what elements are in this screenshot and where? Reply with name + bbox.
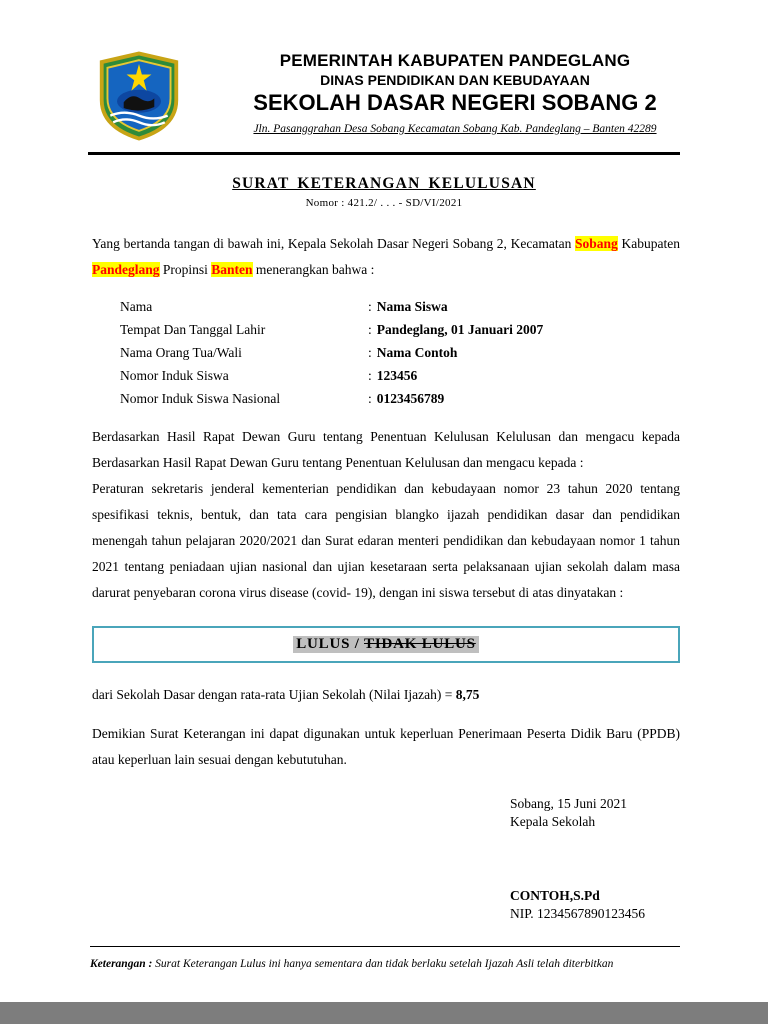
regulation-paragraph: Peraturan sekretaris jenderal kementerian pendidikan dan kebudayaan nomor 23 tahun 2020 tentang spesifikasi teknis, bentuk, dan tata cara pengisian blangko ijazah pendidikan dasar dan pendidikan menengah tahun pelajaran 2020/2021 dan Surat edaran menteri pendidikan dan kebudayaan nomor 1 tahun 2021 tentang peniadaan ujian nasional dan ujian kesetaraan serta pelaksanaan ujian sekolah dalam masa darurat penyebaran corona virus disease (covid- 19), dengan ini siswa tersebut di atas dinyatakan : [92,481,680,600]
school-address: Jln. Pasanggrahan Desa Sobang Kecamatan Sobang Kab. Pandeglang – Banten 42289 [253,123,657,135]
footnote-label: Keterangan : [90,958,153,970]
government-name: PEMERINTAH KABUPATEN PANDEGLANG [279,51,631,70]
closing-paragraph: Demikian Surat Keterangan ini dapat digunakan untuk keperluan Penerimaan Peserta Didik Baru (PPDB) atau keperluan lain sesuai dengan kebututuhan. [92,726,680,767]
footnote-text: Surat Keterangan Lulus ini hanya sementara dan tidak berlaku setelah Ijazah Asli telah diterbitkan [152,958,614,970]
intro-paragraph [92,231,680,283]
field-row-nisn [92,387,680,410]
school-name: SEKOLAH DASAR NEGERI SOBANG 2 [253,90,657,115]
field-colon: : [368,345,372,360]
highlight-propinsi: Banten [211,262,253,277]
letterhead [0,0,768,142]
field-row-nis [92,364,680,387]
field-value: Nama Contoh [376,345,458,360]
signature-role: Kepala Sekolah [510,814,596,829]
basis-paragraph: Berdasarkan Hasil Rapat Dewan Guru tentang Penentuan Kelulusan Kelulusan dan mengacu kepada Berdasarkan Hasil Rapat Dewan Guru tentang Penentuan Kelulusan dan mengacu kepada : [92,429,680,470]
document-title: SURAT KETERANGAN KELULUSAN [232,175,536,192]
pandeglang-crest-icon [96,50,182,142]
field-label: Tempat Dan Tanggal Lahir [120,322,266,337]
signature-place-date: Sobang, 15 Juni 2021 [510,796,628,811]
signature-nip: NIP. 1234567890123456 [510,906,646,921]
score-prefix: dari Sekolah Dasar dengan rata-rata Ujian Sekolah (Nilai Ijazah) = [92,687,456,702]
title-block [0,175,768,209]
field-label: Nama [120,299,153,314]
field-colon: : [368,368,372,383]
letterhead-text [182,50,728,135]
field-label: Nomor Induk Siswa Nasional [120,391,281,406]
student-fields [92,295,680,410]
field-value: Nama Siswa [376,299,448,314]
field-colon: : [368,391,372,406]
document-number: Nomor : 421.2/ . . . - SD/VI/2021 [305,197,463,209]
field-value: 123456 [376,368,418,383]
field-value: 0123456789 [376,391,445,406]
field-value: Pandeglang, 01 Januari 2007 [376,322,544,337]
field-label: Nomor Induk Siswa [120,368,229,383]
intro-text-4: menerangkan bahwa : [252,262,375,277]
field-colon: : [368,322,372,337]
result-pass: LULUS / [296,636,365,652]
intro-text-2: Kabupaten [617,236,680,251]
field-row-wali [92,341,680,364]
result-fail-struck: TIDAK LULUS [364,636,476,652]
school-crest-icon [96,50,182,142]
department-name: DINAS PENDIDIKAN DAN KEBUDAYAAN [320,72,590,88]
score-value: 8,75 [455,687,480,702]
field-row-ttl [92,318,680,341]
footnote [90,946,680,970]
signature-block [510,795,680,923]
field-colon: : [368,299,372,314]
signature-name: CONTOH,S.Pd [510,888,600,903]
score-line [92,685,680,705]
letter-body [0,231,768,923]
result-box [92,626,680,663]
highlight-kabupaten: Pandeglang [92,262,160,277]
letterhead-divider [88,152,680,155]
result-text [293,636,479,653]
intro-text-1: Yang bertanda tangan di bawah ini, Kepala Sekolah Dasar Negeri Sobang 2, Kecamatan [92,236,576,251]
highlight-kecamatan: Sobang [575,236,618,251]
intro-text-3: Propinsi [159,262,212,277]
field-row-nama [92,295,680,318]
field-label: Nama Orang Tua/Wali [120,345,242,360]
